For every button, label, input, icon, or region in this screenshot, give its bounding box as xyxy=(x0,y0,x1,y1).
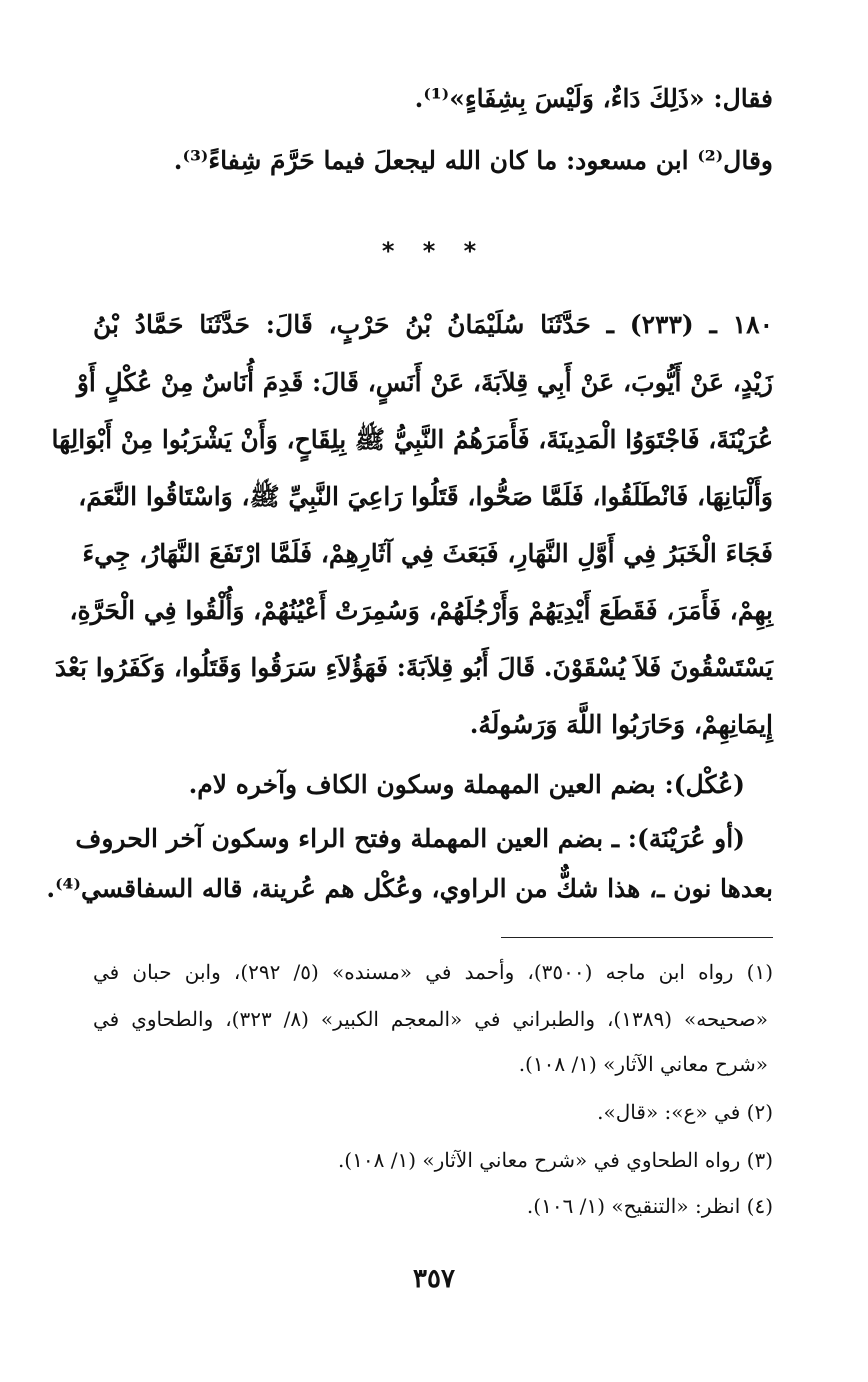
intro-line-2: وقال⁽²⁾ ابن مسعود: ما كان الله ليجعلَ فيما حَرَّمَ شِفاءً⁽³⁾. xyxy=(173,146,773,175)
hadith-line-4: وَأَلْبَانِهَا، فَانْطَلَقُوا، فَلَمَّا صَحُّوا، قَتَلُوا رَاعِيَ النَّبِيِّ ﷺ، وَاسْتَاقُوا النَّعَمَ، xyxy=(78,482,773,511)
footnote-1-line-3: «شرح معاني الآثار» (١/ ١٠٨). xyxy=(518,1052,768,1076)
commentary-line-2: (أو عُرَيْنَة): ـ بضم العين المهملة وفتح الراء وسكون آخر الحروف xyxy=(75,824,745,853)
footnote-2: (٢) في «ع»: «قال». xyxy=(597,1100,773,1124)
footnote-1-line-2: «صحيحه» (١٣٨٩)، والطبراني في «المعجم الكبير» (٨/ ٣٢٣)، والطحاوي في xyxy=(93,1007,768,1031)
hadith-line-6: بِهِمْ، فَأَمَرَ، فَقَطَعَ أَيْدِيَهُمْ وَأَرْجُلَهُمْ، وَسُمِرَتْ أَعْيُنُهُمْ، وَأُلْقُوا فِي الْحَرَّةِ، xyxy=(69,596,773,625)
footnote-4: (٤) انظر: «التنقيح» (١/ ١٠٦). xyxy=(526,1194,773,1218)
section-separator: * * * xyxy=(381,237,487,265)
footnote-1-line-1: (١) رواه ابن ماجه (٣٥٠٠)، وأحمد في «مسنده» (٥/ ٢٩٢)، وابن حبان في xyxy=(93,960,773,984)
hadith-line-5: فَجَاءَ الْخَبَرُ فِي أَوَّلِ النَّهَارِ، فَبَعَثَ فِي آثَارِهِمْ، فَلَمَّا ارْتَفَعَ النَّهَارُ، جِيءَ xyxy=(82,539,773,568)
footnote-3: (٣) رواه الطحاوي في «شرح معاني الآثار» (١/ ١٠٨). xyxy=(337,1148,773,1172)
commentary-line-3: بعدها نون ـ، هذا شكٌّ من الراوي، وعُكْل هم عُرينة، قاله السفاقسي⁽⁴⁾. xyxy=(46,874,773,903)
hadith-line-1: ١٨٠ ـ (٢٣٣) ـ حَدَّثَنَا سُلَيْمَانُ بْنُ حَرْبٍ، قَالَ: حَدَّثَنَا حَمَّادُ بْنُ xyxy=(93,310,774,339)
hadith-line-8: إِيمَانِهِمْ، وَحَارَبُوا اللَّهَ وَرَسُولَهُ. xyxy=(469,710,773,739)
intro-line-1: فقال: «ذَلِكَ دَاءٌ، وَلَيْسَ بِشِفَاءٍ»⁽¹⁾. xyxy=(414,84,773,113)
hadith-line-2: زَيْدٍ، عَنْ أَيُّوبَ، عَنْ أَبِي قِلاَبَةَ، عَنْ أَنَسٍ، قَالَ: قَدِمَ أُنَاسٌ مِنْ عُكْلٍ أَوْ xyxy=(76,368,773,397)
page-number: ٣٥٧ xyxy=(413,1264,455,1294)
footnote-separator xyxy=(501,937,773,938)
hadith-line-3: عُرَيْنَةَ، فَاجْتَوَوُا الْمَدِينَةَ، فَأَمَرَهُمُ النَّبِيُّ ﷺ بِلِقَاحٍ، وَأَنْ يَشْرَبُوا مِنْ أَبْوَالِهَا xyxy=(51,425,773,454)
hadith-line-7: يَسْتَسْقُونَ فَلاَ يُسْقَوْنَ. قَالَ أَبُو قِلاَبَةَ: فَهَؤُلاَءِ سَرَقُوا وَقَتَلُوا، وَكَفَرُوا بَعْدَ xyxy=(54,653,773,682)
commentary-line-1: (عُكْل): بضم العين المهملة وسكون الكاف وآخره لام. xyxy=(188,770,745,799)
